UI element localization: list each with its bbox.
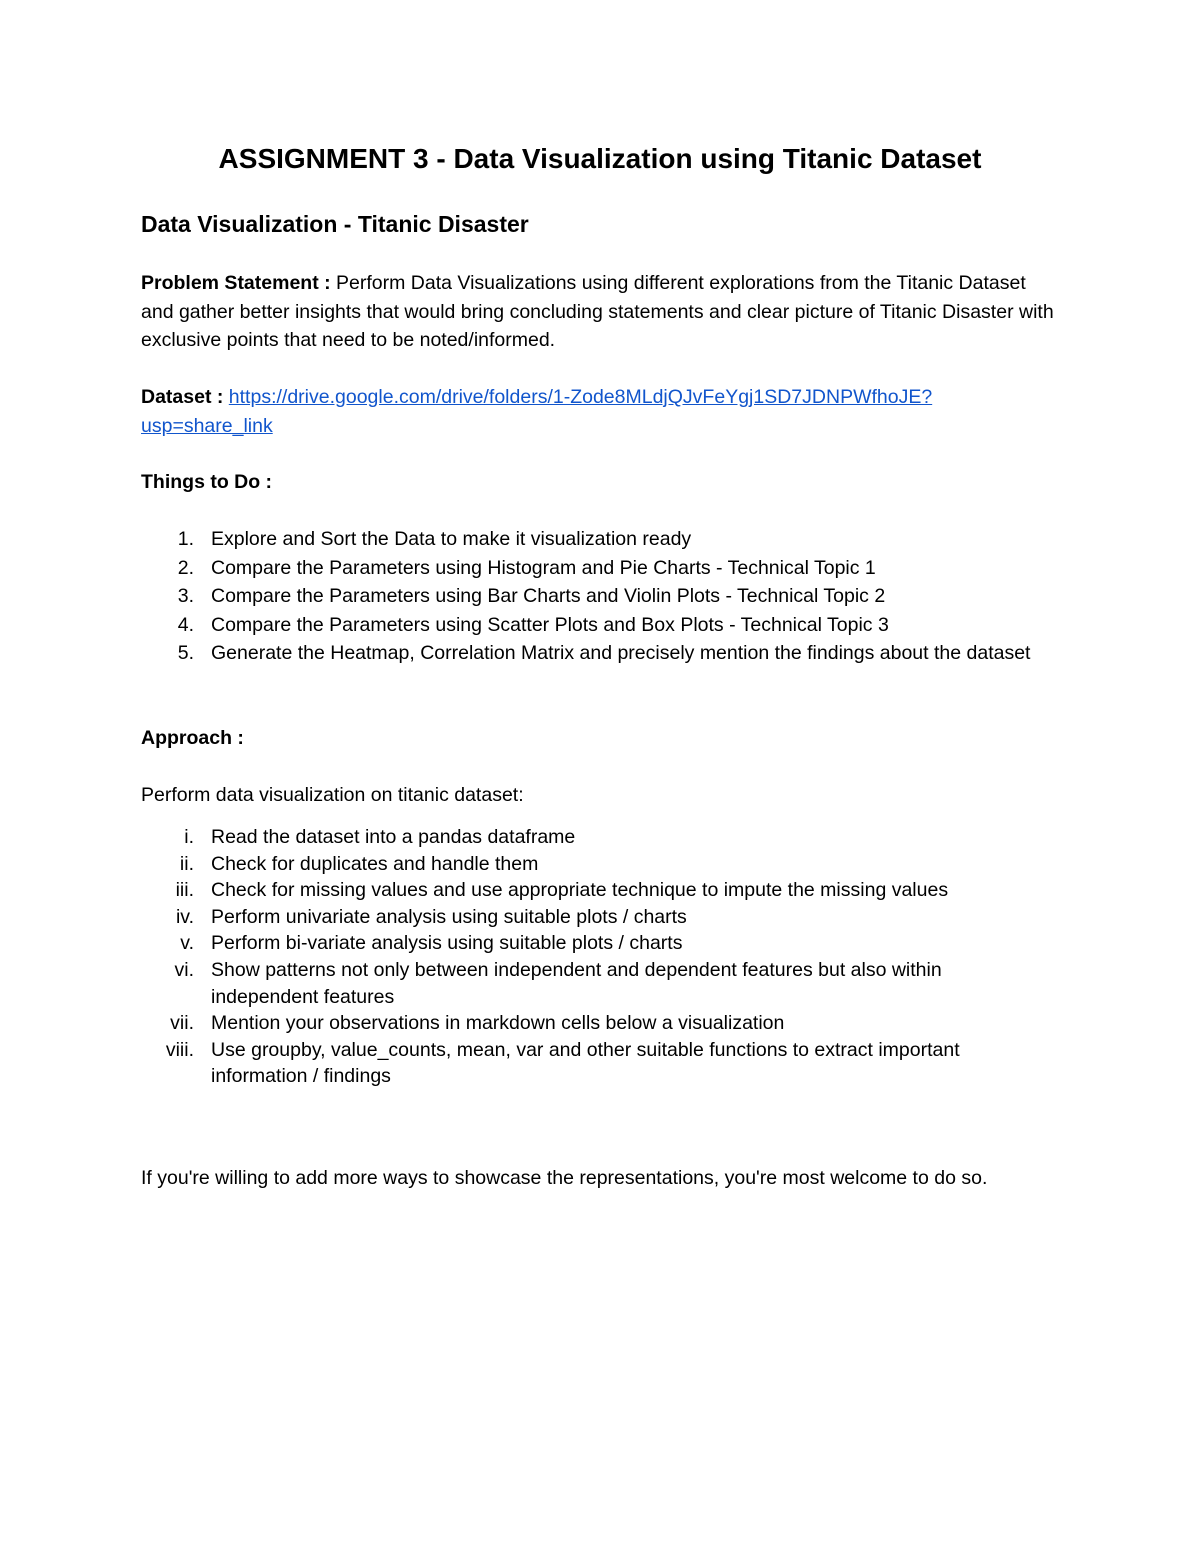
list-item-text: Mention your observations in markdown cells below a visualization bbox=[211, 1012, 785, 1035]
page-title: ASSIGNMENT 3 - Data Visualization using Titanic Dataset bbox=[218, 143, 982, 174]
things-to-do-list bbox=[0, 525, 1100, 668]
list-marker: viii. bbox=[165, 1038, 194, 1061]
dataset-link[interactable] bbox=[141, 386, 932, 437]
list-marker: 5. bbox=[177, 642, 194, 664]
list-marker: vi. bbox=[174, 958, 194, 981]
approach-item bbox=[0, 1010, 1051, 1037]
list-item-text: Check for duplicates and handle them bbox=[211, 852, 539, 875]
list-item-text: Show patterns not only between independent and dependent features but also within independent features bbox=[211, 958, 942, 1008]
approach-item bbox=[0, 851, 1051, 878]
list-marker: vii. bbox=[170, 1012, 194, 1035]
section-subtitle: Data Visualization - Titanic Disaster bbox=[141, 211, 529, 237]
list-marker: v. bbox=[180, 932, 194, 955]
todo-item bbox=[0, 639, 1051, 668]
list-item-text: Check for missing values and use appropriate technique to impute the missing values bbox=[211, 879, 949, 902]
list-item-text: Explore and Sort the Data to make it visualization ready bbox=[211, 528, 692, 550]
todo-item bbox=[0, 554, 1051, 583]
list-item-text: Use groupby, value_counts, mean, var and other suitable functions to extract important information / findings bbox=[211, 1038, 960, 1088]
list-item-text: Compare the Parameters using Histogram and Pie Charts - Technical Topic 1 bbox=[211, 556, 876, 579]
approach-item bbox=[0, 930, 1051, 957]
things-to-do-heading: Things to Do : bbox=[141, 471, 273, 493]
approach-heading: Approach : bbox=[141, 727, 244, 749]
list-marker: 3. bbox=[177, 585, 194, 607]
list-item-text: Perform univariate analysis using suitable plots / charts bbox=[211, 905, 687, 928]
list-marker: 2. bbox=[177, 556, 194, 579]
approach-item bbox=[0, 824, 1051, 851]
list-marker: iv. bbox=[175, 905, 194, 928]
problem-statement bbox=[141, 269, 1061, 355]
list-marker: 4. bbox=[177, 613, 194, 636]
dataset-link-line1: https://drive.google.com/drive/folders/1-Zode8MLdjQJvFeYgj1SD7JDNPWfhoJE? bbox=[228, 386, 933, 408]
list-item-text: Compare the Parameters using Scatter Plots and Box Plots - Technical Topic 3 bbox=[211, 613, 889, 636]
todo-item bbox=[0, 611, 1051, 640]
dataset-link-line2: usp=share_link bbox=[141, 414, 273, 437]
dataset-label: Dataset : bbox=[141, 386, 224, 408]
list-marker: ii. bbox=[179, 852, 194, 875]
list-marker: iii. bbox=[175, 879, 194, 902]
todo-item bbox=[0, 525, 1051, 554]
list-item-text: Compare the Parameters using Bar Charts and Violin Plots - Technical Topic 2 bbox=[211, 585, 886, 607]
todo-item bbox=[0, 582, 1051, 611]
approach-item bbox=[0, 904, 1051, 931]
list-item-text: Generate the Heatmap, Correlation Matrix and precisely mention the findings about the dataset bbox=[211, 642, 1031, 664]
approach-item bbox=[0, 1037, 1051, 1090]
dataset-line bbox=[141, 383, 1061, 440]
list-marker: 1. bbox=[177, 528, 194, 550]
list-item-text: Perform bi-variate analysis using suitable plots / charts bbox=[211, 932, 683, 955]
approach-item bbox=[0, 877, 1051, 904]
approach-intro: Perform data visualization on titanic dataset: bbox=[141, 784, 524, 806]
problem-statement-label: Problem Statement : bbox=[141, 272, 331, 294]
approach-item bbox=[0, 957, 1051, 1010]
problem-statement-text: Perform Data Visualizations using different explorations from the Titanic Dataset and gather better insights that would bring concluding statements and clear picture of Titanic Disaster with exclusive points that need to be noted/informed. bbox=[141, 272, 1054, 351]
approach-list bbox=[0, 824, 1100, 1090]
list-marker: i. bbox=[184, 826, 194, 848]
closing-note: If you're willing to add more ways to showcase the representations, you're most welcome to do so. bbox=[141, 1167, 988, 1189]
list-item-text: Read the dataset into a pandas dataframe bbox=[211, 826, 576, 848]
